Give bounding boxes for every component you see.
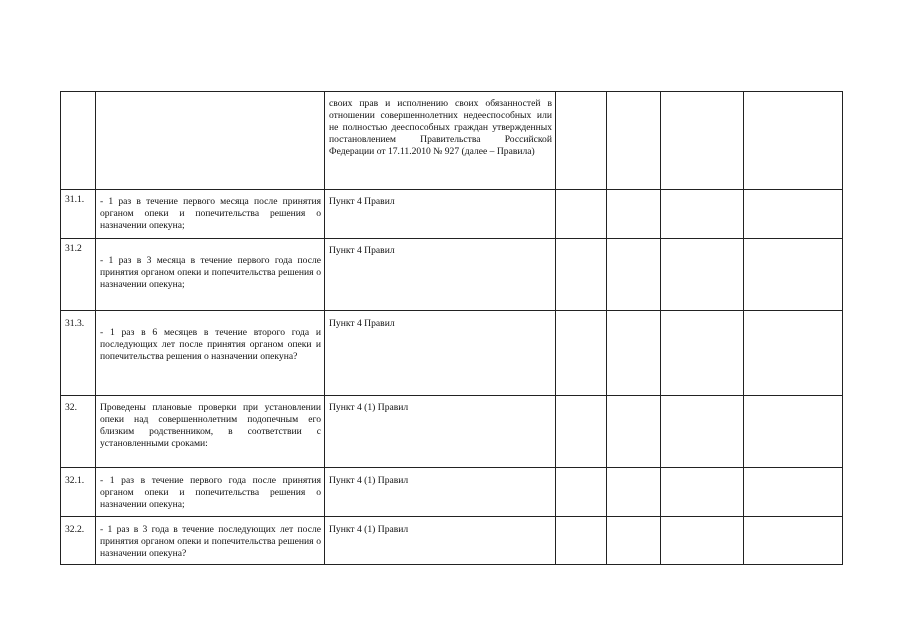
answer-cell: [660, 91, 743, 189]
answer-cell: [660, 516, 743, 565]
answer-cell: [660, 310, 743, 395]
answer-cell: [606, 395, 660, 467]
answer-cell: [606, 516, 660, 565]
answer-cell: [606, 189, 660, 238]
notes-cell: [743, 395, 843, 467]
answer-cell: [555, 516, 606, 565]
requirement-cell: [95, 91, 324, 189]
notes-cell: [743, 189, 843, 238]
answer-cell: [555, 238, 606, 310]
legal-reference-cell: Пункт 4 Правил: [324, 238, 555, 310]
answer-cell: [555, 467, 606, 516]
requirement-cell: Проведены плановые проверки при установлении опеки над совершеннолетним подопечным его близким родственником, в соответствии с установленными сроками:: [95, 395, 324, 467]
legal-reference-cell: Пункт 4 Правил: [324, 189, 555, 238]
answer-cell: [660, 395, 743, 467]
answer-cell: [555, 310, 606, 395]
row-number-cell: [60, 91, 95, 189]
legal-reference-cell: Пункт 4 Правил: [324, 310, 555, 395]
requirement-cell: - 1 раз в течение первого месяца после принятия органом опеки и попечительства решения о назначении опекуна;: [95, 189, 324, 238]
answer-cell: [660, 189, 743, 238]
notes-cell: [743, 91, 843, 189]
answer-cell: [555, 189, 606, 238]
answer-cell: [555, 91, 606, 189]
notes-cell: [743, 467, 843, 516]
notes-cell: [743, 310, 843, 395]
answer-cell: [606, 467, 660, 516]
requirement-cell: - 1 раз в 3 месяца в течение первого года после принятия органом опеки и попечительства решения о назначении опекуна;: [95, 238, 324, 310]
row-number-cell: 31.1.: [60, 189, 95, 238]
answer-cell: [606, 310, 660, 395]
requirement-cell: - 1 раз в 3 года в течение последующих лет после принятия органом опеки и попечительства решения о назначении опекуна?: [95, 516, 324, 565]
answer-cell: [606, 91, 660, 189]
notes-cell: [743, 516, 843, 565]
legal-reference-cell: своих прав и исполнению своих обязанностей в отношении совершеннолетних недееспособных или не полностью дееспособных граждан утвержденных постановлением Правительства Российской Федерации от 17.11.2010 № 927 (далее – Правила): [324, 91, 555, 189]
answer-cell: [660, 238, 743, 310]
requirement-cell: - 1 раз в 6 месяцев в течение второго года и последующих лет после принятия органом опеки и попечительства решения о назначении опекуна?: [95, 310, 324, 395]
notes-cell: [743, 238, 843, 310]
requirement-cell: - 1 раз в течение первого года после принятия органом опеки и попечительства решения о назначении опекуна;: [95, 467, 324, 516]
legal-reference-cell: Пункт 4 (1) Правил: [324, 395, 555, 467]
legal-reference-cell: Пункт 4 (1) Правил: [324, 516, 555, 565]
row-number-cell: 32.1.: [60, 467, 95, 516]
row-number-cell: 31.3.: [60, 310, 95, 395]
row-number-cell: 32.2.: [60, 516, 95, 565]
legal-reference-cell: Пункт 4 (1) Правил: [324, 467, 555, 516]
row-number-cell: 32.: [60, 395, 95, 467]
row-number-cell: 31.2: [60, 238, 95, 310]
answer-cell: [660, 467, 743, 516]
answer-cell: [555, 395, 606, 467]
answer-cell: [606, 238, 660, 310]
